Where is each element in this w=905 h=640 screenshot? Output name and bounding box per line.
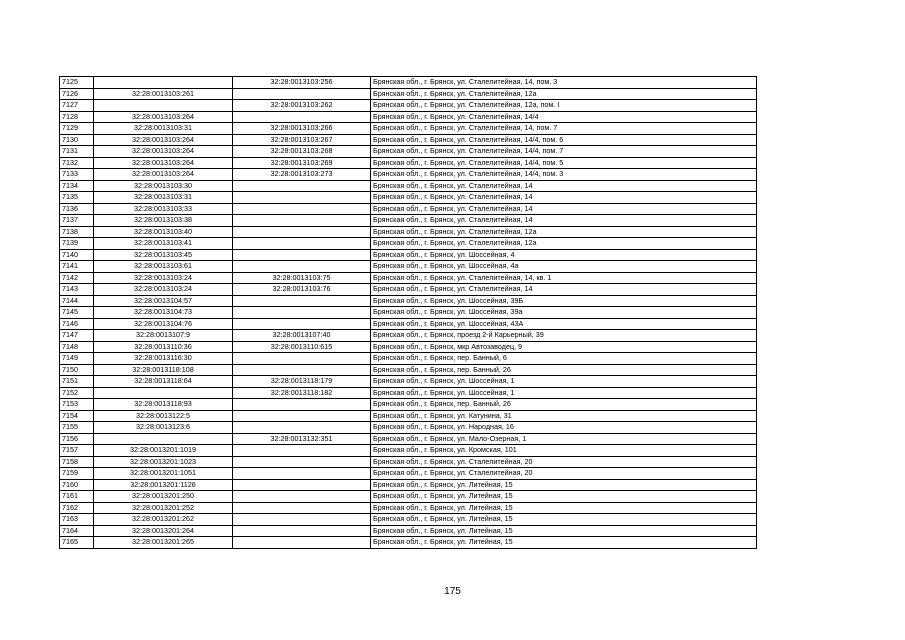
table-row: [60, 77, 757, 89]
row-number-cell: 7128: [60, 111, 94, 123]
address-cell: Брянская обл., г. Брянск, ул. Катунина, 31: [371, 410, 757, 422]
address-cell: Брянская обл., г. Брянск, ул. Сталелитейная, 14/4, пом. 7: [371, 146, 757, 158]
cadastral-number-cell: 32:28:0013103:264: [94, 157, 233, 169]
cadastral-number-cell: 32:28:0013201:1023: [94, 456, 233, 468]
premise-cadastral-number-cell: [233, 318, 371, 330]
cadastral-number-cell: 32:28:0013103:38: [94, 215, 233, 227]
table-row: [60, 261, 757, 273]
row-number-cell: 7155: [60, 422, 94, 434]
address-cell: Брянская обл., г. Брянск, ул. Сталелитейная, 14: [371, 192, 757, 204]
cadastral-number-cell: 32:28:0013104:76: [94, 318, 233, 330]
cadastral-number-cell: 32:28:0013201:265: [94, 537, 233, 549]
row-number-cell: 7141: [60, 261, 94, 273]
row-number-cell: 7146: [60, 318, 94, 330]
table-row: [60, 295, 757, 307]
table-row: [60, 468, 757, 480]
table-row: [60, 100, 757, 112]
table-row: [60, 422, 757, 434]
table-row: [60, 456, 757, 468]
premise-cadastral-number-cell: 32:28:0013110:615: [233, 341, 371, 353]
table-row: [60, 249, 757, 261]
address-cell: Брянская обл., г. Брянск, ул. Мало-Озерная, 1: [371, 433, 757, 445]
premise-cadastral-number-cell: [233, 537, 371, 549]
address-cell: Брянская обл., г. Брянск, ул. Шоссейная, 4: [371, 249, 757, 261]
premise-cadastral-number-cell: [233, 261, 371, 273]
cadastral-number-cell: 32:28:0013122:5: [94, 410, 233, 422]
row-number-cell: 7163: [60, 514, 94, 526]
address-cell: Брянская обл., г. Брянск, ул. Сталелитейная, 14, пом. 3: [371, 77, 757, 89]
premise-cadastral-number-cell: [233, 514, 371, 526]
cadastral-number-cell: 32:28:0013201:264: [94, 525, 233, 537]
address-cell: Брянская обл., г. Брянск, пер. Банный, 26: [371, 399, 757, 411]
cadastral-number-cell: 32:28:0013201:1126: [94, 479, 233, 491]
premise-cadastral-number-cell: [233, 422, 371, 434]
cadastral-number-cell: 32:28:0013104:57: [94, 295, 233, 307]
premise-cadastral-number-cell: [233, 226, 371, 238]
address-cell: Брянская обл., г. Брянск, ул. Литейная, 15: [371, 491, 757, 503]
row-number-cell: 7127: [60, 100, 94, 112]
address-cell: Брянская обл., г. Брянск, ул. Литейная, 15: [371, 514, 757, 526]
cadastral-number-cell: [94, 100, 233, 112]
cadastral-number-cell: 32:28:0013118:64: [94, 376, 233, 388]
premise-cadastral-number-cell: [233, 491, 371, 503]
row-number-cell: 7161: [60, 491, 94, 503]
row-number-cell: 7156: [60, 433, 94, 445]
premise-cadastral-number-cell: 32:28:0013107:40: [233, 330, 371, 342]
premise-cadastral-number-cell: [233, 192, 371, 204]
premise-cadastral-number-cell: 32:28:0013103:76: [233, 284, 371, 296]
address-cell: Брянская обл., г. Брянск, ул. Литейная, 15: [371, 502, 757, 514]
table-row: [60, 123, 757, 135]
row-number-cell: 7136: [60, 203, 94, 215]
cadastral-number-cell: 32:28:0013103:264: [94, 146, 233, 158]
address-cell: Брянская обл., г. Брянск, ул. Сталелитейная, 14, пом. 7: [371, 123, 757, 135]
address-cell: Брянская обл., г. Брянск, ул. Шоссейная, 1: [371, 376, 757, 388]
cadastral-number-cell: 32:28:0013103:61: [94, 261, 233, 273]
address-cell: Брянская обл., г. Брянск, ул. Сталелитейная, 12а, пом. I: [371, 100, 757, 112]
premise-cadastral-number-cell: 32:28:0013103:268: [233, 146, 371, 158]
row-number-cell: 7138: [60, 226, 94, 238]
table-row: [60, 525, 757, 537]
table-row: [60, 341, 757, 353]
address-cell: Брянская обл., г. Брянск, ул. Сталелитейная, 14: [371, 215, 757, 227]
cadastral-number-cell: 32:28:0013104:73: [94, 307, 233, 319]
premise-cadastral-number-cell: [233, 88, 371, 100]
cadastral-number-cell: 32:28:0013103:24: [94, 284, 233, 296]
table-row: [60, 169, 757, 181]
address-cell: Брянская обл., г. Брянск, ул. Сталелитейная, 12а: [371, 226, 757, 238]
address-cell: Брянская обл., г. Брянск, ул. Литейная, 15: [371, 537, 757, 549]
row-number-cell: 7149: [60, 353, 94, 365]
cadastral-number-cell: 32:28:0013116:30: [94, 353, 233, 365]
address-cell: Брянская обл., г. Брянск, ул. Сталелитейная, 14/4, пом. 3: [371, 169, 757, 181]
premise-cadastral-number-cell: 32:28:0013103:267: [233, 134, 371, 146]
row-number-cell: 7126: [60, 88, 94, 100]
cadastral-number-cell: [94, 77, 233, 89]
premise-cadastral-number-cell: 32:28:0013132:351: [233, 433, 371, 445]
cadastral-number-cell: [94, 433, 233, 445]
premise-cadastral-number-cell: [233, 479, 371, 491]
cadastral-number-cell: 32:28:0013103:40: [94, 226, 233, 238]
row-number-cell: 7131: [60, 146, 94, 158]
address-cell: Брянская обл., г. Брянск, ул. Сталелитейная, 14: [371, 284, 757, 296]
table-row: [60, 514, 757, 526]
premise-cadastral-number-cell: [233, 456, 371, 468]
table-row: [60, 272, 757, 284]
row-number-cell: 7162: [60, 502, 94, 514]
premise-cadastral-number-cell: 32:28:0013103:262: [233, 100, 371, 112]
table-row: [60, 433, 757, 445]
address-cell: Брянская обл., г. Брянск, ул. Литейная, 15: [371, 525, 757, 537]
premise-cadastral-number-cell: [233, 249, 371, 261]
address-cell: Брянская обл., г. Брянск, ул. Сталелитейная, 12а: [371, 238, 757, 250]
cadastral-number-cell: 32:28:0013103:33: [94, 203, 233, 215]
cadastral-number-cell: 32:28:0013103:264: [94, 134, 233, 146]
cadastral-number-cell: 32:28:0013103:31: [94, 192, 233, 204]
table-row: [60, 318, 757, 330]
premise-cadastral-number-cell: 32:28:0013103:266: [233, 123, 371, 135]
address-cell: Брянская обл., г. Брянск, ул. Шоссейная, 43А: [371, 318, 757, 330]
premise-cadastral-number-cell: [233, 445, 371, 457]
table-row: [60, 180, 757, 192]
row-number-cell: 7154: [60, 410, 94, 422]
row-number-cell: 7135: [60, 192, 94, 204]
address-cell: Брянская обл., г. Брянск, ул. Кромская, 101: [371, 445, 757, 457]
premise-cadastral-number-cell: [233, 203, 371, 215]
address-cell: Брянская обл., г. Брянск, пер. Банный, 6: [371, 353, 757, 365]
table-row: [60, 88, 757, 100]
address-cell: Брянская обл., г. Брянск, ул. Шоссейная, 4а: [371, 261, 757, 273]
address-cell: Брянская обл., г. Брянск, ул. Сталелитейная, 20: [371, 468, 757, 480]
row-number-cell: 7159: [60, 468, 94, 480]
premise-cadastral-number-cell: [233, 180, 371, 192]
table-row: [60, 399, 757, 411]
row-number-cell: 7147: [60, 330, 94, 342]
table-row: [60, 445, 757, 457]
row-number-cell: 7148: [60, 341, 94, 353]
table-row: [60, 146, 757, 158]
address-cell: Брянская обл., г. Брянск, пер. Банный, 26: [371, 364, 757, 376]
cadastral-number-cell: 32:28:0013103:41: [94, 238, 233, 250]
premise-cadastral-number-cell: [233, 238, 371, 250]
premise-cadastral-number-cell: 32:28:0013118:182: [233, 387, 371, 399]
address-cell: Брянская обл., г. Брянск, проезд 2-й Карьерный, 39: [371, 330, 757, 342]
table-row: [60, 284, 757, 296]
premise-cadastral-number-cell: 32:28:0013103:75: [233, 272, 371, 284]
address-cell: Брянская обл., г. Брянск, ул. Сталелитейная, 12а: [371, 88, 757, 100]
premise-cadastral-number-cell: [233, 410, 371, 422]
row-number-cell: 7160: [60, 479, 94, 491]
row-number-cell: 7164: [60, 525, 94, 537]
address-cell: Брянская обл., г. Брянск, ул. Шоссейная, 39а: [371, 307, 757, 319]
table-row: [60, 502, 757, 514]
premise-cadastral-number-cell: [233, 111, 371, 123]
premise-cadastral-number-cell: [233, 307, 371, 319]
cadastral-number-cell: 32:28:0013123:6: [94, 422, 233, 434]
cadastral-number-cell: 32:28:0013103:31: [94, 123, 233, 135]
address-cell: Брянская обл., г. Брянск, ул. Шоссейная, 39Б: [371, 295, 757, 307]
row-number-cell: 7143: [60, 284, 94, 296]
address-cell: Брянская обл., г. Брянск, ул. Литейная, 15: [371, 479, 757, 491]
premise-cadastral-number-cell: [233, 468, 371, 480]
row-number-cell: 7165: [60, 537, 94, 549]
row-number-cell: 7132: [60, 157, 94, 169]
row-number-cell: 7151: [60, 376, 94, 388]
row-number-cell: 7134: [60, 180, 94, 192]
cadastral-number-cell: 32:28:0013103:45: [94, 249, 233, 261]
cadastral-number-cell: 32:28:0013118:93: [94, 399, 233, 411]
row-number-cell: 7140: [60, 249, 94, 261]
cadastral-number-cell: 32:28:0013201:1019: [94, 445, 233, 457]
row-number-cell: 7153: [60, 399, 94, 411]
table-row: [60, 376, 757, 388]
premise-cadastral-number-cell: 32:28:0013103:256: [233, 77, 371, 89]
row-number-cell: 7158: [60, 456, 94, 468]
table-row: [60, 192, 757, 204]
table-row: [60, 238, 757, 250]
premise-cadastral-number-cell: [233, 525, 371, 537]
row-number-cell: 7145: [60, 307, 94, 319]
address-cell: Брянская обл., г. Брянск, ул. Народная, 16: [371, 422, 757, 434]
premise-cadastral-number-cell: [233, 399, 371, 411]
row-number-cell: 7130: [60, 134, 94, 146]
address-cell: Брянская обл., г. Брянск, мкр Автозаводец, 9: [371, 341, 757, 353]
table-row: [60, 111, 757, 123]
premise-cadastral-number-cell: [233, 215, 371, 227]
table-row: [60, 215, 757, 227]
address-cell: Брянская обл., г. Брянск, ул. Сталелитейная, 14/4, пом. 6: [371, 134, 757, 146]
row-number-cell: 7150: [60, 364, 94, 376]
row-number-cell: 7125: [60, 77, 94, 89]
row-number-cell: 7142: [60, 272, 94, 284]
row-number-cell: 7157: [60, 445, 94, 457]
cadastral-number-cell: 32:28:0013103:264: [94, 111, 233, 123]
cadastral-number-cell: 32:28:0013110:36: [94, 341, 233, 353]
cadastral-number-cell: 32:28:0013201:252: [94, 502, 233, 514]
cadastral-number-cell: 32:28:0013201:1051: [94, 468, 233, 480]
cadastral-number-cell: [94, 387, 233, 399]
table-row: [60, 387, 757, 399]
cadastral-registry-table: [59, 76, 757, 549]
table-row: [60, 203, 757, 215]
cadastral-number-cell: 32:28:0013118:108: [94, 364, 233, 376]
row-number-cell: 7133: [60, 169, 94, 181]
cadastral-number-cell: 32:28:0013103:24: [94, 272, 233, 284]
premise-cadastral-number-cell: [233, 502, 371, 514]
page-number: 175: [444, 586, 461, 597]
cadastral-number-cell: 32:28:0013103:30: [94, 180, 233, 192]
table-row: [60, 479, 757, 491]
table-row: [60, 330, 757, 342]
row-number-cell: 7152: [60, 387, 94, 399]
address-cell: Брянская обл., г. Брянск, ул. Сталелитейная, 14, кв. 1: [371, 272, 757, 284]
premise-cadastral-number-cell: [233, 353, 371, 365]
premise-cadastral-number-cell: 32:28:0013103:269: [233, 157, 371, 169]
cadastral-number-cell: 32:28:0013103:264: [94, 169, 233, 181]
premise-cadastral-number-cell: [233, 295, 371, 307]
address-cell: Брянская обл., г. Брянск, ул. Сталелитейная, 20: [371, 456, 757, 468]
table-row: [60, 157, 757, 169]
table-row: [60, 226, 757, 238]
table-row: [60, 491, 757, 503]
premise-cadastral-number-cell: 32:28:0013103:273: [233, 169, 371, 181]
cadastral-number-cell: 32:28:0013201:262: [94, 514, 233, 526]
table-row: [60, 410, 757, 422]
address-cell: Брянская обл., г. Брянск, ул. Сталелитейная, 14/4: [371, 111, 757, 123]
row-number-cell: 7129: [60, 123, 94, 135]
row-number-cell: 7139: [60, 238, 94, 250]
address-cell: Брянская обл., г. Брянск, ул. Сталелитейная, 14/4, пом. 5: [371, 157, 757, 169]
cadastral-number-cell: 32:28:0013201:250: [94, 491, 233, 503]
table-row: [60, 364, 757, 376]
row-number-cell: 7137: [60, 215, 94, 227]
cadastral-number-cell: 32:28:0013107:9: [94, 330, 233, 342]
table-row: [60, 537, 757, 549]
address-cell: Брянская обл., г. Брянск, ул. Шоссейная, 1: [371, 387, 757, 399]
cadastral-number-cell: 32:28:0013103:261: [94, 88, 233, 100]
registry-table-body: [60, 77, 757, 549]
premise-cadastral-number-cell: 32:28:0013118:179: [233, 376, 371, 388]
table-row: [60, 353, 757, 365]
row-number-cell: 7144: [60, 295, 94, 307]
address-cell: Брянская обл., г. Брянск, ул. Сталелитейная, 14: [371, 203, 757, 215]
address-cell: Брянская обл., г. Брянск, ул. Сталелитейная, 14: [371, 180, 757, 192]
premise-cadastral-number-cell: [233, 364, 371, 376]
table-row: [60, 307, 757, 319]
table-row: [60, 134, 757, 146]
